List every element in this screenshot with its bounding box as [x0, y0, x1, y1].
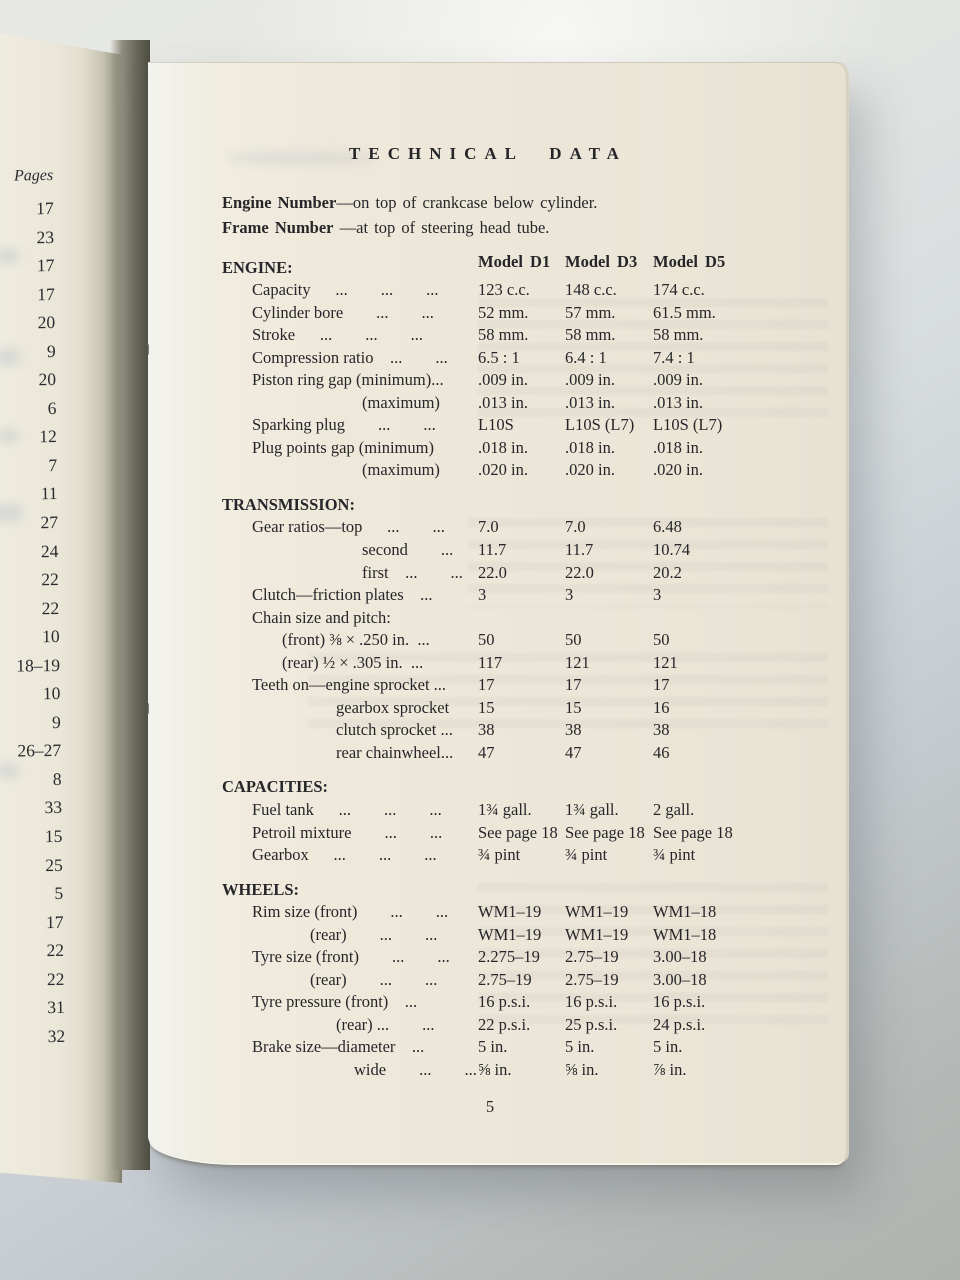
- spec-value: 16: [653, 697, 670, 717]
- spec-value: ¾ pint: [653, 845, 696, 865]
- contents-page-number: 18–19: [16, 654, 61, 676]
- page-content: [222, 143, 784, 1117]
- spec-value: .013 in.: [478, 392, 528, 412]
- spec-value: 38: [565, 720, 582, 740]
- spec-value: 50: [565, 630, 582, 650]
- spec-value: 6.5 : 1: [478, 347, 520, 367]
- page-title: TECHNICAL DATA: [349, 144, 627, 163]
- spec-value: 22 p.s.i.: [478, 1014, 531, 1034]
- spec-value: 16 p.s.i.: [565, 992, 618, 1012]
- model-column-header: Model D1: [478, 252, 551, 271]
- spec-label: Stroke ... ... ...: [252, 325, 423, 345]
- spec-value: 148 c.c.: [565, 280, 617, 300]
- frame-number-term: Frame Number: [222, 217, 334, 237]
- contents-page-number: 15: [44, 825, 63, 847]
- spec-value: 10.74: [653, 540, 691, 560]
- spec-table: [222, 251, 784, 1082]
- spec-value: See page 18: [653, 822, 733, 842]
- spec-value: 3: [478, 585, 487, 605]
- frame-number-text: —at top of steering head tube.: [333, 217, 550, 237]
- contents-page-number: 22: [41, 569, 59, 590]
- model-column-header: Model D3: [565, 252, 638, 271]
- contents-pages-header: Pages: [13, 166, 54, 185]
- contents-page-number: 5: [54, 883, 64, 904]
- section-heading: ENGINE:: [222, 257, 293, 277]
- spec-value: 52 mm.: [478, 302, 529, 322]
- spec-value: WM1–19: [478, 902, 542, 922]
- contents-page-number: 20: [37, 312, 56, 333]
- spec-value: ¾ pint: [478, 845, 521, 865]
- contents-page-number: 17: [36, 255, 55, 276]
- spec-value: [565, 607, 653, 630]
- section-heading: TRANSMISSION:: [222, 494, 355, 514]
- spec-row: [222, 799, 784, 822]
- contents-page-number: 11: [40, 483, 58, 504]
- contents-page-number: 17: [37, 283, 55, 304]
- contents-page-number: 9: [46, 340, 56, 361]
- contents-page-number: 10: [42, 683, 61, 704]
- spec-label: Plug points gap (minimum): [252, 437, 434, 457]
- spec-value: L10S (L7): [653, 415, 723, 435]
- spec-value: 16 p.s.i.: [653, 992, 706, 1012]
- spec-label: Fuel tank ... ... ...: [252, 799, 442, 819]
- spec-row: [222, 674, 784, 697]
- spec-value: 5 in.: [478, 1037, 508, 1057]
- spec-label: Brake size—diameter ...: [252, 1037, 425, 1057]
- spec-label: rear chainwheel...: [336, 742, 454, 762]
- spec-row: [222, 844, 784, 867]
- spec-label: (maximum): [362, 460, 440, 480]
- engine-number-term: Engine Number: [222, 193, 337, 212]
- staple: [146, 344, 149, 355]
- spec-value: 123 c.c.: [478, 280, 530, 300]
- book-gutter-shadow: [110, 40, 150, 1170]
- spec-row: [222, 539, 784, 562]
- spec-value: WM1–19: [565, 924, 629, 944]
- contents-page-number: 25: [45, 854, 63, 875]
- spec-value: 7.4 : 1: [653, 347, 695, 367]
- spec-value: .018 in.: [653, 437, 703, 457]
- spec-label: (rear) ... ...: [310, 924, 438, 944]
- spec-value: [653, 607, 784, 630]
- spec-row: [222, 302, 784, 325]
- spec-value: 2 gall.: [653, 799, 695, 819]
- spec-value: 50: [478, 630, 495, 650]
- spec-row: [222, 901, 784, 924]
- model-column-header: Model D5: [653, 252, 726, 271]
- spec-value: 1¾ gall.: [565, 799, 619, 819]
- spec-row: [222, 946, 784, 969]
- spec-value: 38: [478, 720, 495, 740]
- contents-page-number: 20: [38, 369, 57, 390]
- spec-value: 22.0: [565, 562, 594, 582]
- spec-value: 15: [565, 697, 582, 717]
- intro-notes: [222, 191, 784, 240]
- spec-label: Petroil mixture ... ...: [252, 822, 443, 842]
- spec-label: gearbox sprocket: [336, 697, 450, 717]
- contents-page-number: 24: [40, 540, 59, 561]
- spec-value: .020 in.: [653, 460, 703, 480]
- spec-value: ⅞ in.: [653, 1059, 687, 1079]
- spec-value: ⅝ in.: [478, 1059, 512, 1079]
- spec-value: .013 in.: [565, 392, 615, 412]
- spec-value: 15: [478, 697, 495, 717]
- spec-value: 5 in.: [565, 1037, 595, 1057]
- spec-value: .020 in.: [478, 460, 528, 480]
- spec-label: (rear) ... ...: [310, 969, 438, 989]
- spec-value: 57 mm.: [565, 302, 616, 322]
- section-heading: CAPACITIES:: [222, 777, 329, 797]
- spec-value: 47: [478, 742, 495, 762]
- contents-page-number: 6: [47, 397, 57, 418]
- spec-row: [222, 607, 784, 630]
- spec-value: .020 in.: [565, 460, 615, 480]
- spec-value: 58 mm.: [653, 325, 704, 345]
- spec-value: 25 p.s.i.: [565, 1014, 618, 1034]
- spec-value: 3: [565, 585, 574, 605]
- spec-value: 3.00–18: [653, 969, 707, 989]
- spec-row: [222, 924, 784, 947]
- spec-value: 11.7: [478, 540, 507, 560]
- spec-label: Gearbox ... ... ...: [252, 845, 437, 865]
- section-heading: WHEELS:: [222, 879, 300, 899]
- contents-page-number: 12: [39, 426, 57, 447]
- spec-value: 22.0: [478, 562, 507, 582]
- spec-value: WM1–18: [653, 902, 717, 922]
- contents-page-number: 10: [41, 626, 60, 647]
- spec-row: [222, 279, 784, 302]
- spec-row: [222, 991, 784, 1014]
- spec-row: [222, 719, 784, 742]
- spec-value: 24 p.s.i.: [653, 1014, 706, 1034]
- spec-label: Teeth on—engine sprocket ...: [252, 675, 447, 695]
- spec-row: [222, 1014, 784, 1037]
- spec-label: (rear) ½ × .305 in. ...: [282, 652, 424, 672]
- spec-label: clutch sprocket ...: [336, 720, 453, 740]
- spec-label: Tyre size (front) ... ...: [252, 947, 450, 967]
- contents-page-number: 22: [46, 940, 65, 961]
- booklet-page: [148, 62, 846, 1163]
- spec-value: .013 in.: [653, 392, 703, 412]
- spec-label: (front) ⅜ × .250 in. ...: [282, 630, 430, 650]
- spec-value: 17: [653, 675, 670, 695]
- spec-row: [222, 629, 784, 652]
- spec-value: 2.75–19: [565, 947, 619, 967]
- spec-value: 3: [653, 585, 662, 605]
- spec-row: [222, 516, 784, 539]
- contents-page-number: 26–27: [17, 740, 62, 761]
- contents-page-number: 17: [45, 911, 64, 932]
- spec-label: first ... ...: [362, 562, 463, 582]
- contents-page-number: 8: [52, 768, 62, 789]
- page-number: 5: [485, 1096, 495, 1116]
- spec-value: .018 in.: [478, 437, 528, 457]
- spec-value: 61.5 mm.: [653, 302, 716, 322]
- spec-value: 2.75–19: [478, 969, 532, 989]
- spec-value: 58 mm.: [478, 325, 529, 345]
- spec-value: 7.0: [565, 517, 586, 537]
- spec-row: [222, 369, 784, 392]
- spec-label: Cylinder bore ... ...: [252, 302, 434, 322]
- spec-value: 20.2: [653, 562, 682, 582]
- spec-value: 50: [653, 630, 670, 650]
- spec-label: Sparking plug ... ...: [252, 415, 436, 435]
- spec-row: [222, 697, 784, 720]
- spec-label: Tyre pressure (front) ...: [252, 992, 418, 1012]
- spec-value: 2.75–19: [565, 969, 619, 989]
- contents-page-number: 9: [51, 711, 61, 732]
- spec-row: [222, 652, 784, 675]
- spec-value: See page 18: [478, 822, 558, 842]
- spec-row: [222, 1059, 784, 1082]
- spec-row: [222, 459, 784, 482]
- spec-row: [222, 437, 784, 460]
- spec-value: WM1–18: [653, 924, 717, 944]
- spec-value: 2.275–19: [478, 947, 540, 967]
- spec-value: .009 in.: [565, 370, 615, 390]
- spec-label: (maximum): [362, 392, 440, 412]
- spec-row: [222, 562, 784, 585]
- spec-value: 58 mm.: [565, 325, 616, 345]
- spec-value: 174 c.c.: [653, 280, 705, 300]
- frame-number-note: [222, 216, 784, 241]
- spec-label: wide ... ...: [354, 1059, 477, 1079]
- contents-page-number: 31: [47, 997, 65, 1018]
- spec-value: 46: [653, 742, 670, 762]
- model-header-row: [222, 251, 784, 274]
- spec-row: [222, 742, 784, 765]
- contents-page-number: 22: [46, 968, 65, 989]
- spec-label: Chain size and pitch:: [252, 607, 391, 627]
- spec-label: Rim size (front) ... ...: [252, 902, 449, 922]
- spec-row: [222, 347, 784, 370]
- spec-value: 121: [565, 652, 590, 672]
- contents-page-number: 23: [36, 226, 55, 247]
- spec-label: (rear) ... ...: [336, 1014, 435, 1034]
- spec-value: 117: [478, 652, 503, 672]
- spec-value: .018 in.: [565, 437, 615, 457]
- spec-value: .009 in.: [653, 370, 703, 390]
- contents-page-number: 22: [41, 597, 60, 618]
- spec-value: 11.7: [565, 540, 594, 560]
- spec-value: 5 in.: [653, 1037, 683, 1057]
- spec-row: [222, 392, 784, 415]
- engine-number-note: [222, 191, 784, 216]
- spec-value: 17: [478, 675, 495, 695]
- spec-row: [222, 1036, 784, 1059]
- spec-row: [222, 414, 784, 437]
- spec-value: WM1–19: [478, 924, 542, 944]
- spec-value: [478, 607, 565, 630]
- spec-row: [222, 584, 784, 607]
- spec-value: ¾ pint: [565, 845, 608, 865]
- spec-value: 47: [565, 742, 582, 762]
- spec-value: 1¾ gall.: [478, 799, 532, 819]
- spec-label: Piston ring gap (minimum)...: [252, 370, 444, 390]
- contents-page-number: 33: [44, 797, 63, 818]
- spec-value: 17: [565, 675, 582, 695]
- spec-label: Gear ratios—top ... ...: [252, 517, 445, 537]
- spec-value: 6.48: [653, 517, 682, 537]
- spec-value: 3.00–18: [653, 947, 707, 967]
- spec-value: L10S (L7): [565, 415, 635, 435]
- spec-value: 6.4 : 1: [565, 347, 607, 367]
- spec-row: [222, 822, 784, 845]
- spec-value: L10S: [478, 415, 514, 435]
- spec-label: Capacity ... ... ...: [252, 280, 439, 300]
- spec-label: second ...: [362, 540, 454, 560]
- contents-page-number: 7: [48, 454, 58, 476]
- spec-row: [222, 969, 784, 992]
- spec-value: WM1–19: [565, 902, 629, 922]
- spec-value: ⅝ in.: [565, 1059, 599, 1079]
- contents-page-number: 27: [40, 511, 59, 533]
- spec-value: 38: [653, 720, 670, 740]
- spec-value: .009 in.: [478, 370, 528, 390]
- spec-value: 121: [653, 652, 678, 672]
- spec-value: 7.0: [478, 517, 499, 537]
- contents-page-number: 17: [35, 197, 54, 219]
- contents-page-number: 32: [47, 1025, 66, 1047]
- spec-value: See page 18: [565, 822, 645, 842]
- spec-label: Clutch—friction plates ...: [252, 585, 433, 605]
- spec-value: 16 p.s.i.: [478, 992, 531, 1012]
- spec-row: [222, 324, 784, 347]
- engine-number-text: —on top of crankcase below cylinder.: [336, 193, 598, 212]
- staple: [146, 703, 149, 714]
- spec-label: Compression ratio ... ...: [252, 347, 448, 367]
